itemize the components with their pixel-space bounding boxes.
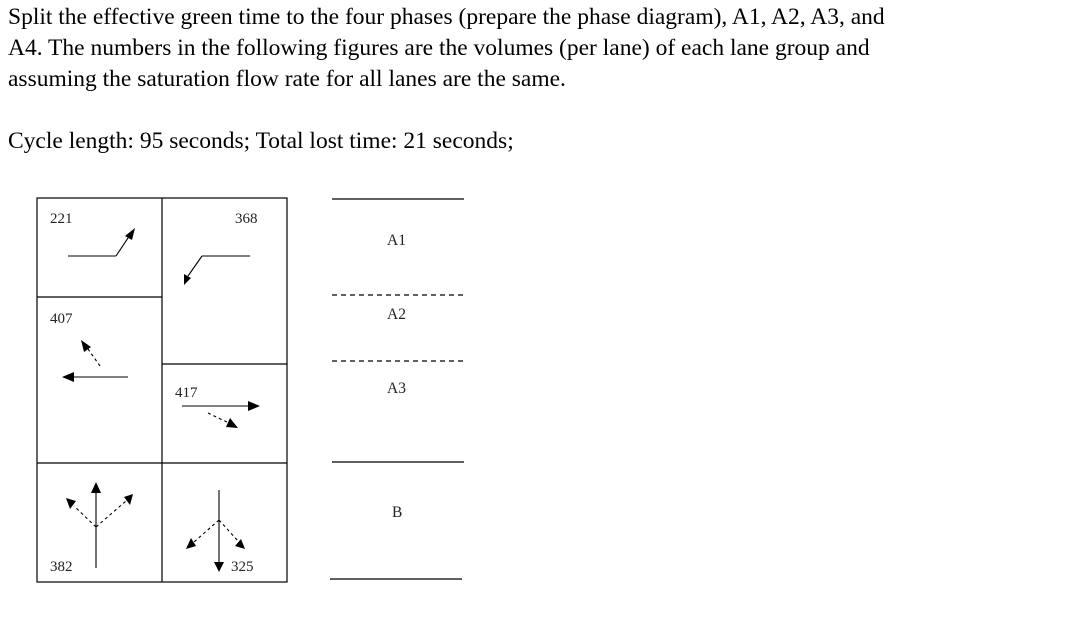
volume-417: 417 [175, 385, 198, 401]
problem-line-2: A4. The numbers in the following figures are the volumes (per lane) of each lane group and [8, 35, 870, 61]
cycle-info: Cycle length: 95 seconds; Total lost time: 21 seconds; [8, 128, 514, 154]
phase-label-a2: A2 [387, 306, 406, 323]
phase-label-a1: A1 [387, 232, 406, 249]
volume-221: 221 [50, 211, 73, 227]
problem-line-1: Split the effective green time to the four phases (prepare the phase diagram), A1, A2, A3, and [8, 4, 885, 30]
problem-line-3: assuming the saturation flow rate for all lanes are the same. [8, 66, 566, 92]
volume-325: 325 [231, 559, 254, 575]
phase-label-a3: A3 [387, 380, 406, 397]
volume-368: 368 [235, 211, 258, 227]
volume-382: 382 [50, 559, 73, 575]
phase-label-b: B [392, 504, 403, 521]
volume-407: 407 [50, 311, 73, 327]
